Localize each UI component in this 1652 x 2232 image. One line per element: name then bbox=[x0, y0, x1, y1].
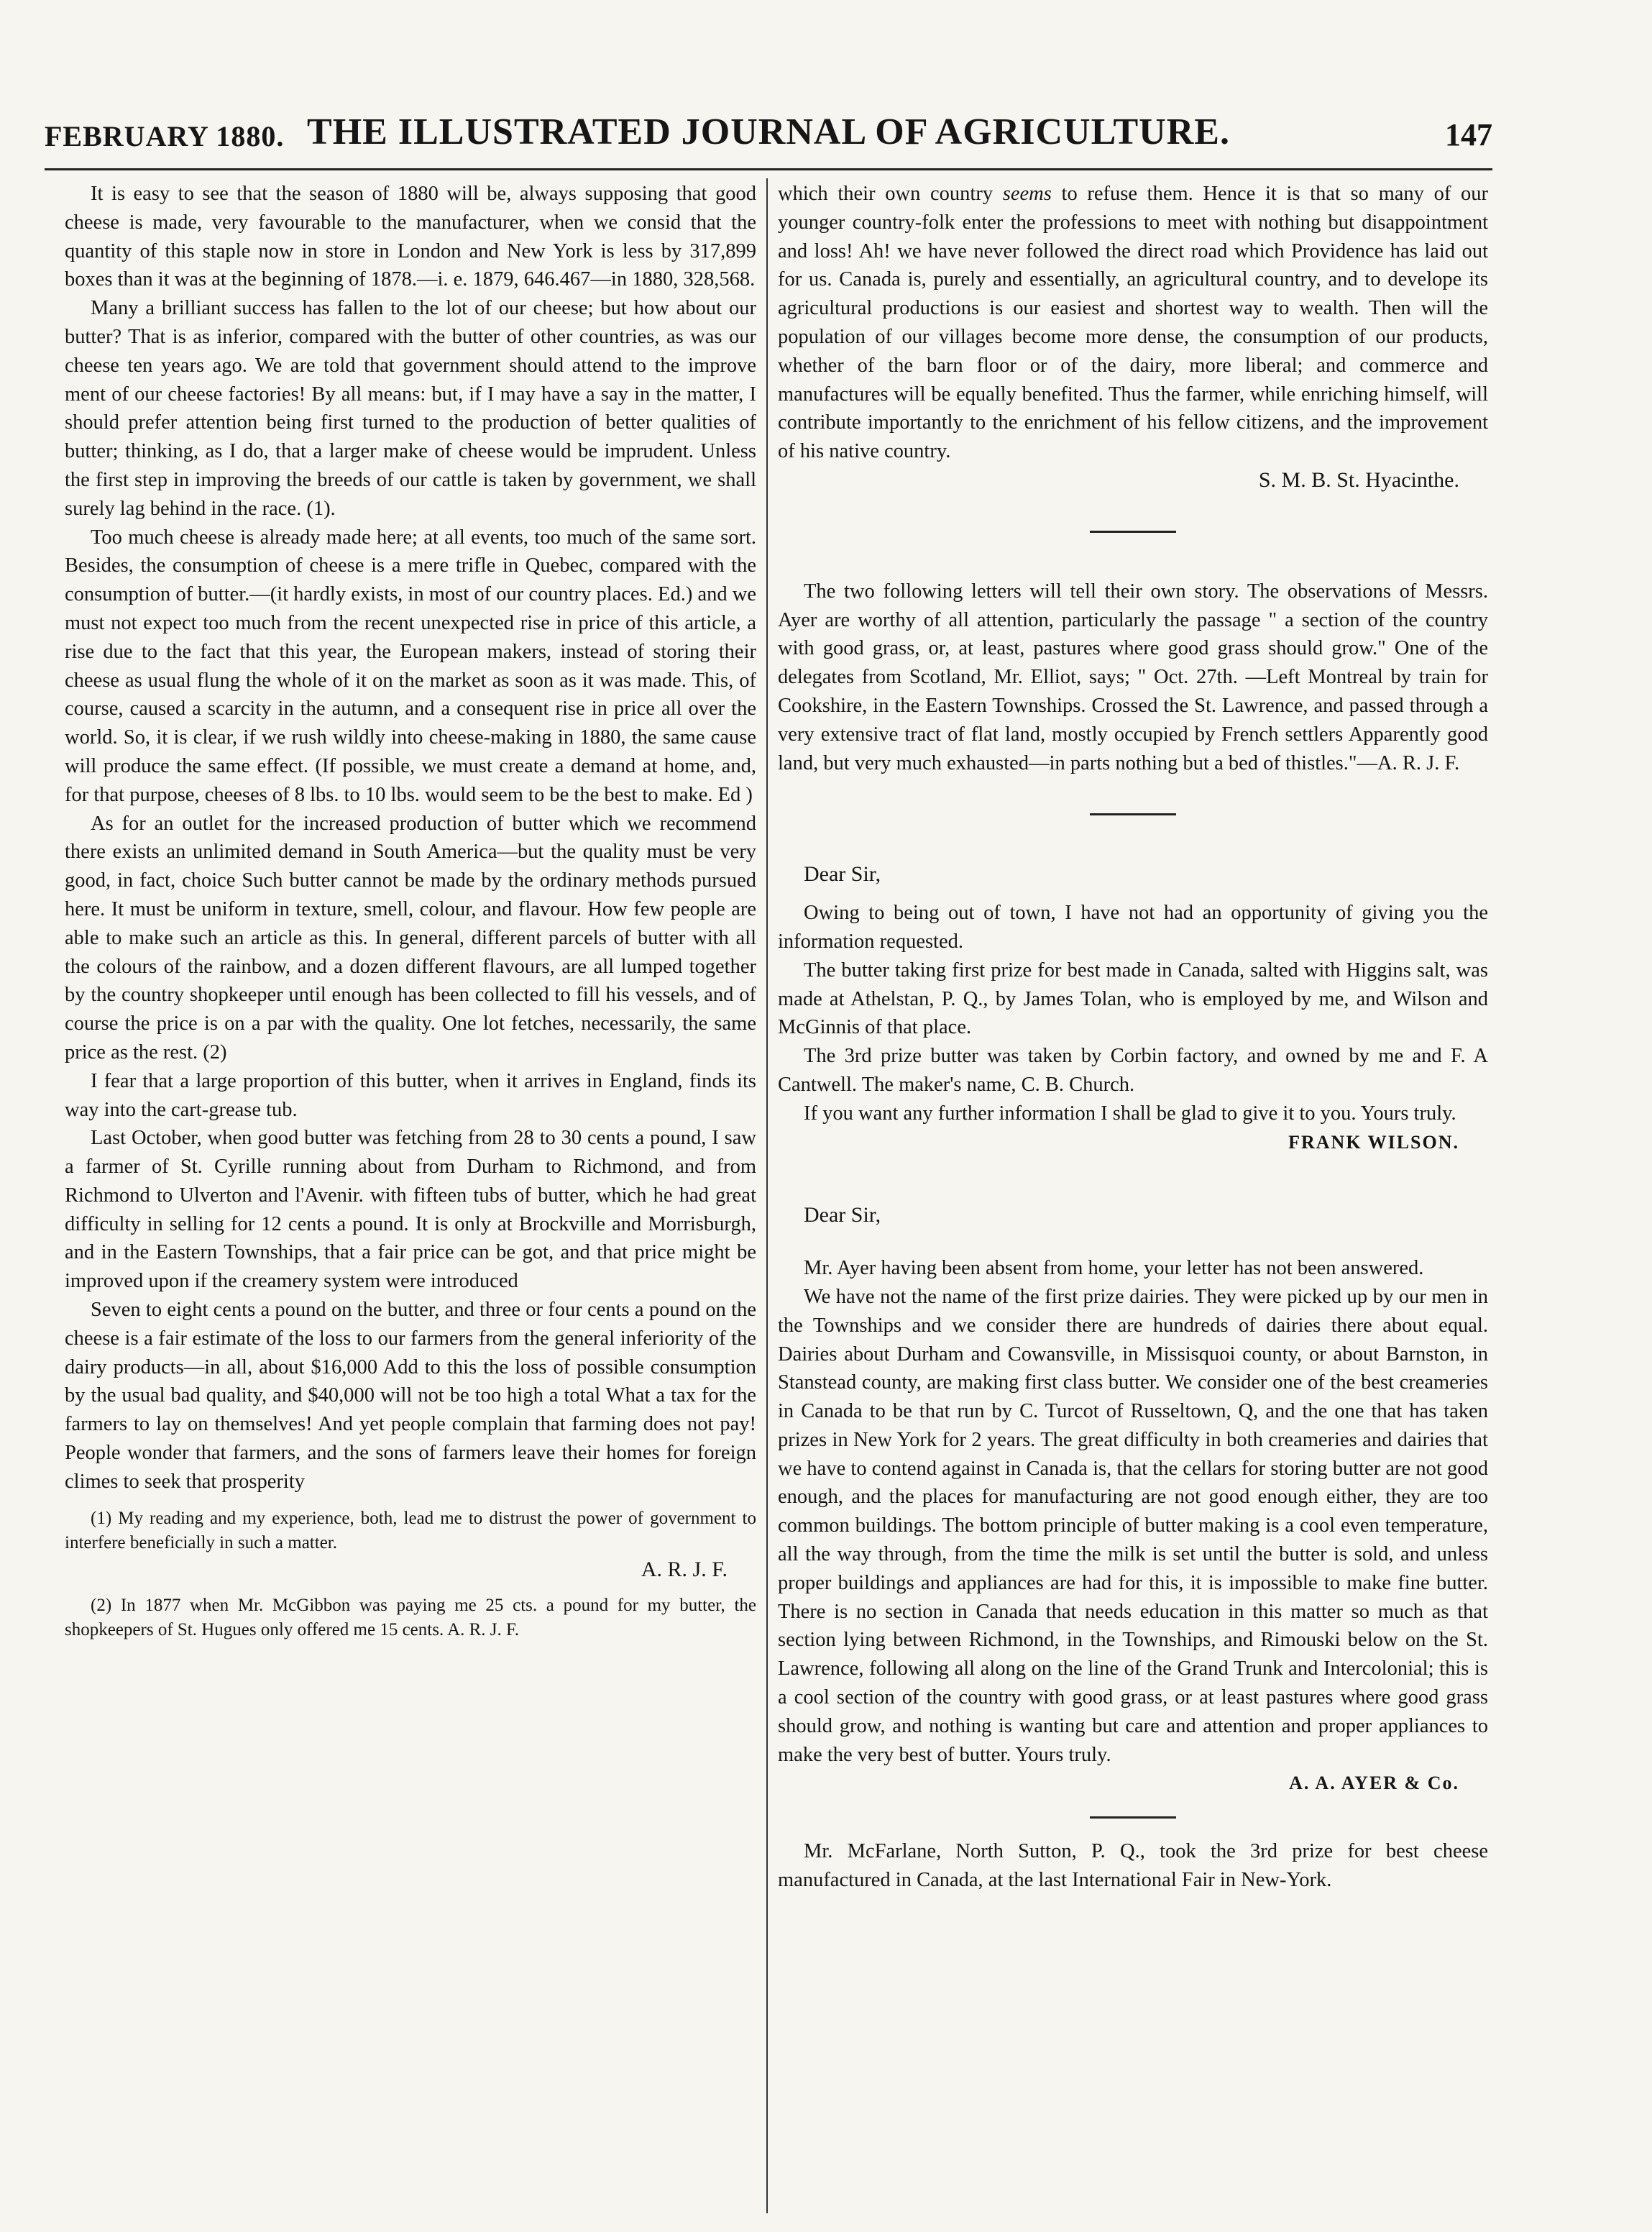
page-header bbox=[45, 108, 1492, 158]
letters-introduction: The two following letters will tell their own story. The observations of Messrs. Ayer are worthy of all attention, particularly the passage " a section of the country with good grass, or, at least, pastures where good grass should grow." One of the delegates from Scotland, Mr. Elliot, says; " Oct. 27th. —Left Montreal by train for Cookshire, in the Eastern Townships. Crossed the St. Lawrence, and passed through a very extensive tract of flat land, mostly occupied by French settlers Apparently good land, but very much exhausted—in parts nothing but a bed of thistles."—A. R. J. F. bbox=[778, 580, 1488, 774]
footnote-1: (1) My reading and my experience, both, lead me to distrust the power of government to interfere beneficially in such a matter. bbox=[65, 1508, 756, 1552]
paragraph: I fear that a large proportion of this butter, when it arrives in England, finds its way into the cart-grease tub. bbox=[65, 1069, 756, 1121]
paragraph: Seven to eight cents a pound on the butter, and three or four cents a pound on the cheese is a fair estimate of the loss to our farmers from the general inferiority of the dairy products—in all, about $16,000 Add to this the loss of possible consumption by the usual bad quality, and $40,000 will not be too high a total What a tax for the farmers to lay on themselves! And yet people complain that farming does not pay! People wonder that farmers, and the sons of farmers leave their homes for foreign climes to seek that prosperity bbox=[65, 1299, 756, 1493]
paragraph: Too much cheese is already made here; at all events, too much of the same sort. Besides, the consumption of cheese is a mere trifle in Quebec, compared with the consumption of butter.—(it hardly exists, in most of our country places. Ed.) and we must not expect too much from the recent unexpected rise in price of this article, a rise due to the fact that this year, the European makers, instead of storing their cheese as usual flung the whole of it on the market as soon as it was made. This, of course, caused a scarcity in the autumn, and a consequent rise in price all over the world. So, it is clear, if we rush wildly into cheese-making in 1880, the same cause will produce the same effect. (If possible, we must create a demand at home, and, for that purpose, cheeses of 8 lbs. to 10 lbs. would seem to be the best to make. Ed ) bbox=[65, 526, 756, 806]
emphasis: seems bbox=[1002, 183, 1052, 205]
letter-paragraph: We have not the name of the first prize dairies. They were picked up by our men in the Townships and we consider there are hundreds of dairies there about equal. Dairies about Durham and Cowansville, in Missisquoi county, or about Barnston, in Stanstead county, are making first class butter. We consider one of the best creameries in Canada to be that run by C. Turcot of Russeltown, Q, and the one that has taken prizes in New York for 2 years. The great difficulty in both creameries and dairies that we have to contend against in Canada is, that the cellars for storing butter are not good enough, and the places for manufacturing are not good enough either, they are too common buildings. The bottom principle of butter making is a cool even temperature, all the way through, from the time the milk is set until the butter is sold, and unless proper buildings and appliances are had for this, it is impossible to make fine butter. There is no section in Canada that needs education in this matter so much as that section lying between Richmond, in the Townships, and Rimouski below on the St. Lawrence, following all along on the line of the Grand Trunk and Intercolonial; this is a cool section of the country with good grass, or at least pastures where good grass should grow, and nothing is wanting but care and attention and proper appliances to make the very best of butter. Yours truly. bbox=[778, 1285, 1488, 1766]
footnote-2: (2) In 1877 when Mr. McGibbon was paying me 25 cts. a pound for my butter, the shopkeepers of St. Hugues only offered me 15 cents. A. R. J. F. bbox=[65, 1596, 756, 1640]
left-column bbox=[65, 180, 756, 1642]
right-column bbox=[778, 180, 1488, 1895]
section-rule bbox=[1090, 1816, 1176, 1819]
column-divider bbox=[766, 178, 768, 2213]
paragraph: Last October, when good butter was fetching from 28 to 30 cents a pound, I saw a farmer of St. Cyrille running about from Durham to Richmond, and from Richmond to Ulverton and l'Avenir. with fifteen tubs of butter, which he had great difficulty in selling for 12 cents a pound. It is only at Brockville and Morrisburgh, and in the Eastern Townships, that a fair price can be got, and that price might be improved upon if the creamery system were introduced bbox=[65, 1127, 756, 1293]
letter-paragraph: If you want any further information I shall be glad to give it to you. Yours truly. bbox=[804, 1102, 1456, 1125]
issue-date: FEBRUARY 1880. bbox=[45, 120, 285, 152]
page-number: 147 bbox=[1445, 117, 1492, 152]
journal-title: THE ILLUSTRATED JOURNAL OF AGRICULTURE. bbox=[307, 111, 1230, 152]
paragraph: It is easy to see that the season of 1880 will be, always supposing that good cheese is made, very favourable to the manufacturer, when we consid that the quantity of this staple now in store in London and New York is less by 317,899 boxes than it was at the beginning of 1878.—i. e. 1879, 646.467—in 1880, 328,568. bbox=[65, 183, 756, 291]
closing-paragraph: Mr. McFarlane, North Sutton, P. Q., took the 3rd prize for best cheese manufactured in Canada, at the last International Fair in New-York. bbox=[778, 1840, 1488, 1892]
letter-2-signature: A. A. AYER & Co. bbox=[1289, 1773, 1459, 1794]
paragraph: As for an outlet for the increased production of butter which we recommend there exists an unlimited demand in South America—but the quality must be very good, in fact, choice Such butter cannot be made by the ordinary methods pursued here. It must be uniform in texture, smell, colour, and flavour. How few people are able to make such an article as this. In general, different parcels of butter with all the colours of the rainbow, and a dozen different flavours, are all lumped together by the country shopkeeper until enough has been collected to fill his vessels, and of course the price is on a par with the quality. One lot fetches, necessarily, the same price as the rest. (2) bbox=[65, 812, 756, 1064]
article-signature: S. M. B. St. Hyacinthe. bbox=[1258, 467, 1459, 492]
letter-2-salutation: Dear Sir, bbox=[804, 1203, 881, 1227]
letter-paragraph: Mr. Ayer having been absent from home, your letter has not been answered. bbox=[804, 1257, 1424, 1280]
letter-1-salutation: Dear Sir, bbox=[804, 862, 881, 887]
letter-1-signature: FRANK WILSON. bbox=[1288, 1131, 1459, 1153]
letter-paragraph: The butter taking first prize for best made in Canada, salted with Higgins salt, was made at Athelstan, P. Q., by James Tolan, who is employed by me, and Wilson and McGinnis of that place. bbox=[778, 959, 1488, 1039]
letter-paragraph: The 3rd prize butter was taken by Corbin factory, and owned by me and F. A Cantwell. The maker's name, C. B. Church. bbox=[778, 1045, 1488, 1096]
footnote-1-signature: A. R. J. F. bbox=[641, 1557, 728, 1581]
paragraph: Many a brilliant success has fallen to the lot of our cheese; but how about our butter? That is as inferior, compared with the butter of other countries, as was our cheese ten years ago. We are told that government should attend to the improve ment of our cheese factories! By all means: but, if I may have a say in the matter, I should prefer attention being first turned to the production of better qualities of butter; thinking, as I do, that a larger make of cheese would be imprudent. Unless the first step in improving the breeds of our cattle is taken by government, we shall surely lag behind in the race. (1). bbox=[65, 297, 756, 520]
continued-paragraph: which their own country seems to refuse them. Hence it is that so many of our younger country-folk enter the professions to meet with nothing but disappointment and loss! Ah! we have never followed the direct road which Providence has laid out for us. Canada is, purely and essentially, an agricultural country, and to develope its agricultural productions is our easiest and shortest way to wealth. Then will the population of our villages become more dense, the consumption of our products, whether of the barn floor or of the dairy, more liberal; and commerce and manufactures will be equally benefited. Thus the farmer, while enriching himself, will contribute importantly to the enrichment of his fellow citizens, and the improvement of his native country. bbox=[778, 183, 1489, 463]
letter-paragraph: Owing to being out of town, I have not had an opportunity of giving you the information requested. bbox=[778, 902, 1488, 953]
section-rule bbox=[1090, 813, 1176, 815]
section-rule bbox=[1090, 531, 1176, 533]
header-rule bbox=[45, 168, 1492, 170]
